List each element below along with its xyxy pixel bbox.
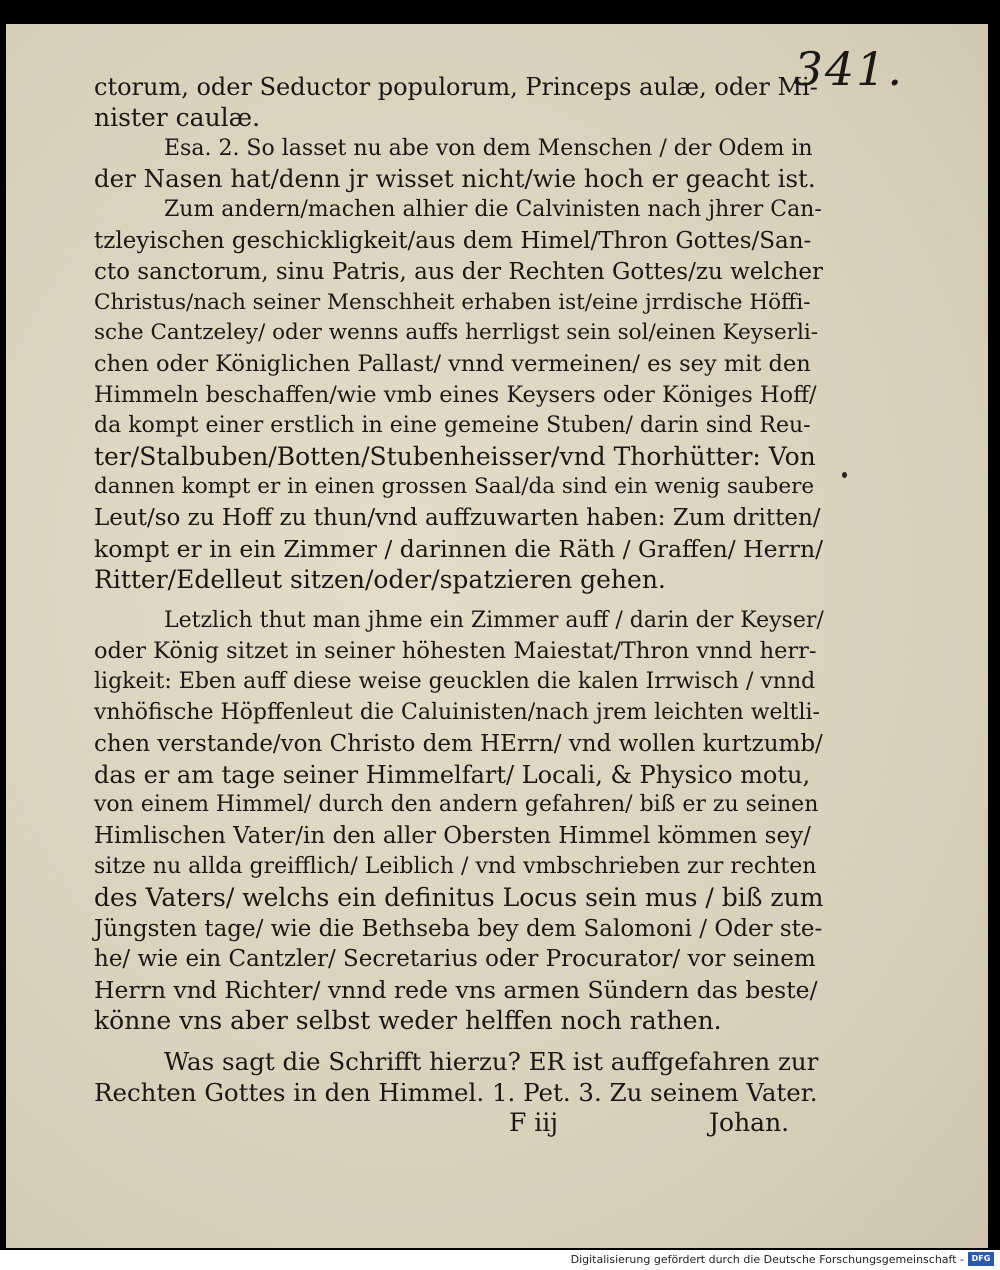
text-line: Was sagt die Schrifft hierzu? ER ist auffgefahren zur [164, 1046, 819, 1076]
ink-speck [842, 472, 847, 478]
body-text [94, 72, 824, 1139]
text-line: cto sanctorum, sinu Patris, aus der Rechten Gottes/zu welcher [94, 258, 824, 285]
text-line: ligkeit: Eben auff diese weise geucklen die kalen Irrwisch / vnnd [94, 669, 816, 695]
text-line: sitze nu allda greifflich/ Leiblich / vnd vmbschrieben zur rechten [94, 853, 817, 879]
text-line: Ritter/Edelleut sitzen/oder/spatzieren gehen. [94, 564, 666, 594]
text-line: das er am tage seiner Himmelfart/ Locali, & Physico motu, [94, 760, 811, 789]
catchword: Johan. [709, 1108, 790, 1138]
text-line: tzleyischen geschickligkeit/aus dem Himel/Thron Gottes/San- [94, 227, 812, 254]
text-line: sche Cantzeley/ oder wenns auffs herrligst sein sol/einen Keyserli- [94, 320, 818, 346]
text-line: von einem Himmel/ durch den andern gefahren/ biß er zu seinen [94, 792, 819, 818]
text-line: Himlischen Vater/in den aller Obersten Himmel kömmen sey/ [94, 823, 811, 850]
text-line: der Nasen hat/denn jr wisset nicht/wie hoch er geacht ist. [94, 164, 816, 194]
text-line: Jüngsten tage/ wie die Bethseba bey dem Salomoni / Oder ste- [94, 915, 823, 942]
text-line: ter/Stalbuben/Botten/Stubenheisser/vnd Thorhütter: Von [94, 441, 816, 471]
text-line: Rechten Gottes in den Himmel. 1. Pet. 3. Zu seinem Vater. [94, 1077, 818, 1107]
text-line: da kompt einer erstlich in eine gemeine Stuben/ darin sind Reu- [94, 412, 811, 438]
funding-credit: Digitalisierung gefördert durch die Deutsche Forschungsgemeinschaft - [570, 1253, 964, 1266]
dfg-logo-icon: DFG [968, 1252, 994, 1266]
signature-mark: F iij [509, 1108, 559, 1138]
text-line: dannen kompt er in einen grossen Saal/da sind ein wenig saubere [94, 474, 815, 500]
text-line: Christus/nach seiner Menschheit erhaben ist/eine jrrdische Höffi- [94, 289, 811, 315]
folio-number: 341. [793, 42, 904, 96]
text-line: Leut/so zu Hoff zu thun/vnd auffzuwarten haben: Zum dritten/ [94, 505, 821, 532]
text-line: oder König sitzet in seiner höhesten Maiestat/Thron vnnd herr- [94, 638, 817, 665]
text-line: chen oder Königlichen Pallast/ vnnd vermeinen/ es sey mit den [94, 351, 811, 378]
text-line: Letzlich thut man jhme ein Zimmer auff / darin der Keyser/ [164, 607, 824, 633]
text-line: Esa. 2. So lasset nu abe von dem Menschen / der Odem in [164, 135, 813, 161]
text-line: vnhöfische Höpffenleut die Caluinisten/nach jrem leichten weltli- [94, 699, 820, 725]
text-line: kompt er in ein Zimmer / darinnen die Räth / Graffen/ Herrn/ [94, 534, 824, 563]
signature-line [94, 1108, 824, 1139]
text-line: Herrn vnd Richter/ vnnd rede vns armen Sündern das beste/ [94, 976, 818, 1005]
paragraph-gap [94, 596, 824, 606]
text-line: ctorum, oder Seductor populorum, Princeps aulæ, oder Mi- [94, 73, 818, 101]
text-line: könne vns aber selbst weder helffen noch rathen. [94, 1005, 722, 1035]
book-page [6, 24, 988, 1248]
text-line: Zum andern/machen alhier die Calvinisten nach jhrer Can- [164, 197, 822, 223]
text-line: nister caulæ. [94, 102, 261, 132]
text-line: chen verstande/von Christo dem HErrn/ vnd wollen kurtzumb/ [94, 730, 823, 757]
text-line: Himmeln beschaffen/wie vmb eines Keysers oder Königes Hoff/ [94, 381, 817, 408]
paragraph-gap [94, 1037, 824, 1047]
footer-bar [0, 1250, 1000, 1270]
text-line: des Vaters/ welchs ein definitus Locus sein mus / biß zum [94, 882, 824, 912]
text-line: he/ wie ein Cantzler/ Secretarius oder Procurator/ vor seinem [94, 946, 816, 973]
